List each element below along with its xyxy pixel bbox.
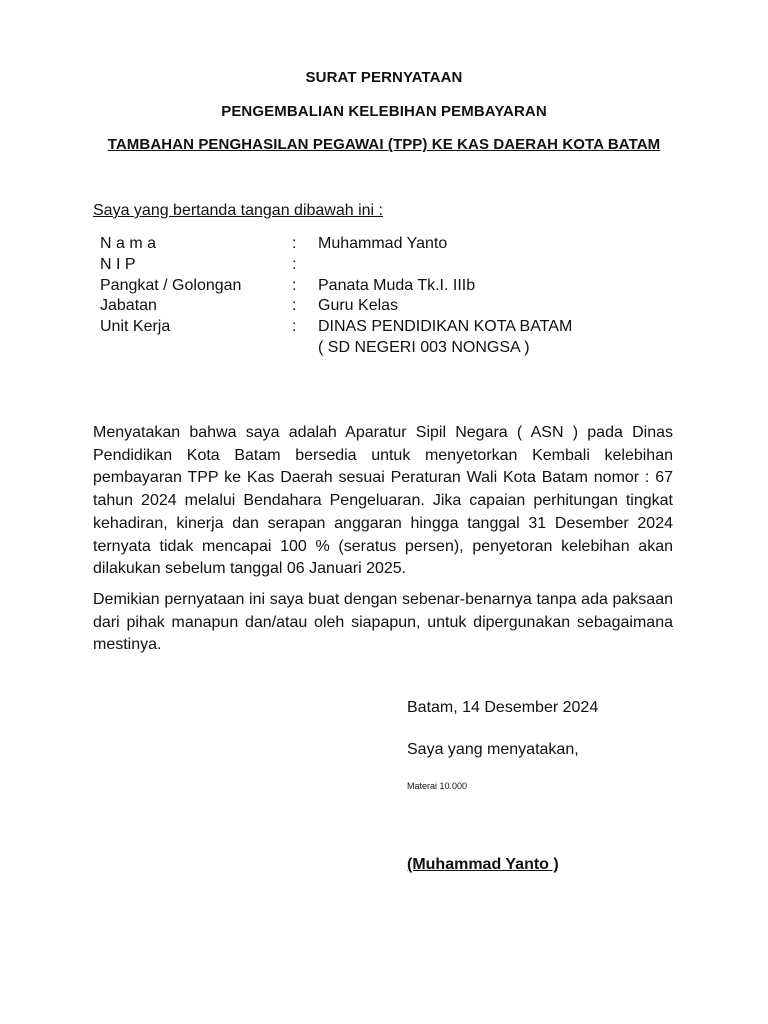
identity-label: Pangkat / Golongan xyxy=(100,276,242,294)
closing-paragraph: Demikian pernyataan ini saya buat dengan sebenar-benarnya tanpa ada paksaan dari pihak manapun dan/atau oleh siapapun, untuk dipergunakan sebagaimana mestinya. xyxy=(93,591,673,654)
identity-value: DINAS PENDIDIKAN KOTA BATAM xyxy=(318,318,573,336)
identity-label: N I P xyxy=(100,255,136,273)
identity-label: N a m a xyxy=(100,235,157,252)
document-subject: TAMBAHAN PENGHASILAN PEGAWAI (TPP) KE KAS DAERAH KOTA BATAM xyxy=(107,136,661,153)
identity-colon: : xyxy=(292,235,297,252)
intro-line: Saya yang bertanda tangan dibawah ini : xyxy=(93,202,383,219)
identity-label: Jabatan xyxy=(100,297,157,315)
identity-colon: : xyxy=(292,297,297,315)
identity-value: Panata Muda Tk.I. IIIb xyxy=(318,276,476,294)
materai-label: Materai 10.000 xyxy=(407,781,468,791)
identity-label: Unit Kerja xyxy=(100,318,171,336)
place-date: Batam, 14 Desember 2024 xyxy=(407,699,599,716)
identity-colon: : xyxy=(292,276,297,294)
identity-value: ( SD NEGERI 003 NONGSA ) xyxy=(318,338,530,356)
document-title: SURAT PERNYATAAN xyxy=(305,69,463,86)
identity-colon: : xyxy=(292,318,297,336)
identity-colon: : xyxy=(292,255,297,273)
statement-paragraph: Menyatakan bahwa saya adalah Aparatur Sipil Negara ( ASN ) pada Dinas Pendidikan Kota Batam bersedia untuk menyetorkan Kembali kelebihan pembayaran TPP ke Kas Daerah sesuai Peraturan Wali Kota Batam nomor : 67 tahun 2024 melalui Bendahara Pengeluaran. Jika capaian perhitungan tingkat kehadiran, kinerja dan serapan anggaran hingga tanggal 31 Desember 2024 ternyata tidak mencapai 100 % (seratus persen), penyetoran kelebihan akan dilakukan sebelum tanggal 06 Januari 2025. xyxy=(93,424,673,578)
identity-value: Muhammad Yanto xyxy=(318,235,448,252)
signer-statement: Saya yang menyatakan, xyxy=(407,741,579,758)
signer-name: (Muhammad Yanto ) xyxy=(407,856,559,873)
document-subtitle: PENGEMBALIAN KELEBIHAN PEMBAYARAN xyxy=(221,103,547,120)
identity-value: Guru Kelas xyxy=(318,297,399,315)
